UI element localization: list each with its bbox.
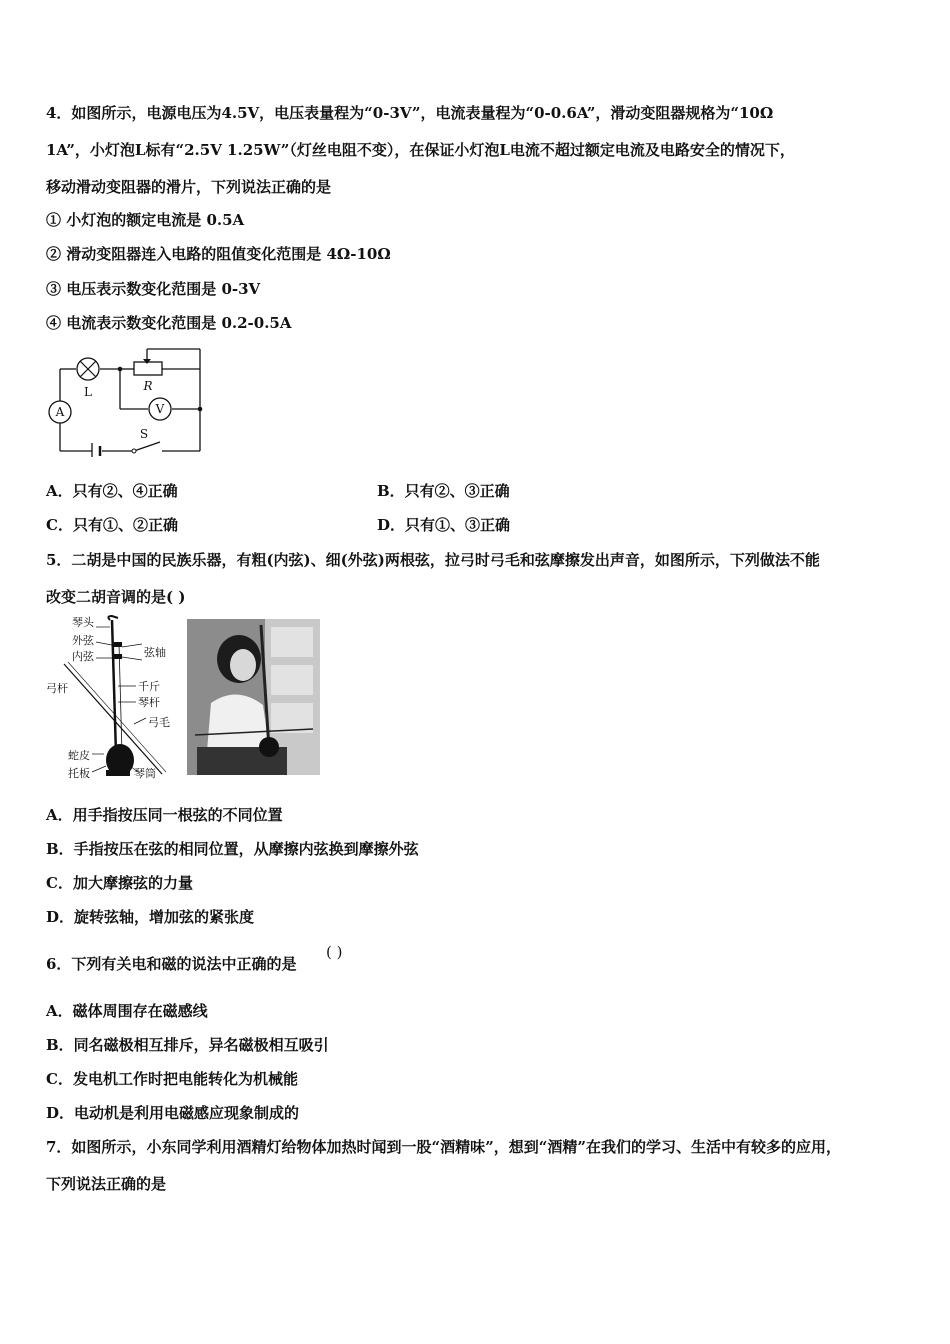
resistor-label: R xyxy=(143,379,153,393)
erhu-label-xianzhou: 弦轴 xyxy=(144,646,166,659)
q5-stem-line-2: 改变二胡音调的是( ) xyxy=(46,588,186,606)
voltmeter-label: V xyxy=(155,402,165,416)
erhu-label-qintong: 琴筒 xyxy=(134,767,156,780)
q4-statement-1: ① 小灯泡的额定电流是 0.5A xyxy=(46,211,245,229)
q5-stem-line-1: 5．二胡是中国的民族乐器，有粗(内弦)、细(外弦)两根弦，拉弓时弓毛和弦摩擦发出声音，如图所示，下列做法不能 xyxy=(46,551,820,569)
erhu-label-qingan: 琴杆 xyxy=(138,696,160,709)
erhu-label-waixian: 外弦 xyxy=(72,634,94,647)
erhu-label-shepi: 蛇皮 xyxy=(68,749,90,762)
q4-statement-4: ④ 电流表示数变化范围是 0.2-0.5A xyxy=(46,314,292,332)
q4-option-a[interactable]: A．只有②、④正确 xyxy=(46,482,178,500)
q4-option-c[interactable]: C．只有①、②正确 xyxy=(46,516,178,534)
erhu-label-neixian: 内弦 xyxy=(72,650,94,663)
erhu-diagram xyxy=(44,614,184,784)
erhu-player-photo xyxy=(187,619,320,775)
q4-stem-line-2: 1A”，小灯泡L标有“2.5V 1.25W”（灯丝电阻不变），在保证小灯泡L电流不超过额定电流及电路安全的情况下， xyxy=(46,141,795,159)
erhu-label-gongmao: 弓毛 xyxy=(148,716,170,729)
erhu-label-tuoban: 托板 xyxy=(68,767,90,780)
q6-stem: 6．下列有关电和磁的说法中正确的是 xyxy=(46,955,297,973)
rheostat-symbol xyxy=(134,362,162,375)
q5-option-c[interactable]: C．加大摩擦弦的力量 xyxy=(46,874,193,892)
q7-stem-line-1: 7．如图所示，小东同学利用酒精灯给物体加热时闻到一股“酒精味”，想到“酒精”在我们的学习、生活中有较多的应用， xyxy=(46,1138,841,1156)
q6-option-d[interactable]: D．电动机是利用电磁感应现象制成的 xyxy=(46,1104,300,1122)
q4-stem-line-3: 移动滑动变阻器的滑片，下列说法正确的是 xyxy=(46,178,332,196)
q5-option-a[interactable]: A．用手指按压同一根弦的不同位置 xyxy=(46,806,283,824)
q4-statement-2: ② 滑动变阻器连入电路的阻值变化范围是 4Ω-10Ω xyxy=(46,245,391,263)
q6-option-a[interactable]: A．磁体周围存在磁感线 xyxy=(46,1002,208,1020)
lamp-label: L xyxy=(84,385,92,399)
ammeter-label: A xyxy=(55,405,65,419)
erhu-label-qintou: 琴头 xyxy=(72,616,94,629)
switch-label: S xyxy=(139,427,149,441)
q6-option-b[interactable]: B．同名磁极相互排斥，异名磁极相互吸引 xyxy=(46,1036,329,1054)
q4-option-d[interactable]: D．只有①、③正确 xyxy=(377,516,511,534)
q5-option-d[interactable]: D．旋转弦轴，增加弦的紧张度 xyxy=(46,908,255,926)
circuit-diagram xyxy=(44,345,214,457)
erhu-label-qianjin: 千斤 xyxy=(138,680,160,693)
q6-answer-paren: ( ) xyxy=(326,943,343,961)
erhu-label-gonggan: 弓杆 xyxy=(46,682,68,695)
q6-option-c[interactable]: C．发电机工作时把电能转化为机械能 xyxy=(46,1070,298,1088)
q4-stem-line-1: 4．如图所示，电源电压为4.5V，电压表量程为“0-3V”，电流表量程为“0-0.6A”，滑动变阻器规格为“10Ω xyxy=(46,104,774,122)
q5-option-b[interactable]: B．手指按压在弦的相同位置，从摩擦内弦换到摩擦外弦 xyxy=(46,840,419,858)
q7-stem-line-2: 下列说法正确的是 xyxy=(46,1175,167,1193)
q4-statement-3: ③ 电压表示数变化范围是 0-3V xyxy=(46,280,261,298)
q4-option-b[interactable]: B．只有②、③正确 xyxy=(377,482,510,500)
